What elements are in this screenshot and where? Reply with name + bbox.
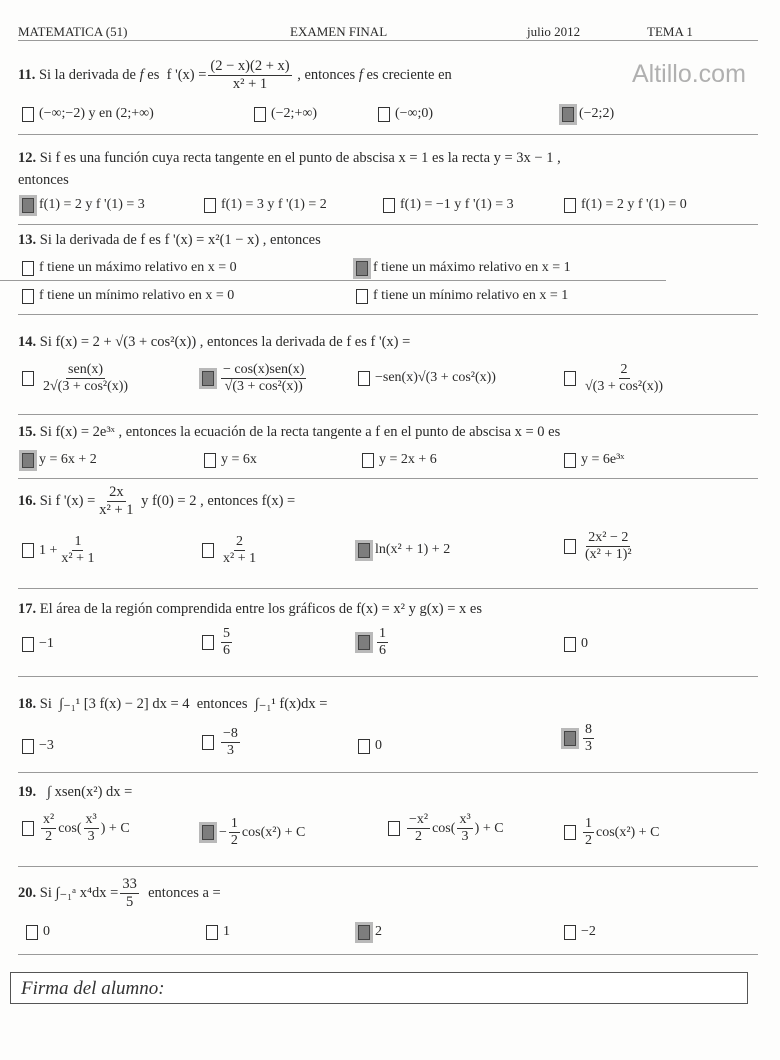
checkbox[interactable]: [564, 453, 576, 468]
q20-option-a[interactable]: 0: [26, 924, 50, 940]
signature-box[interactable]: [10, 972, 748, 1004]
checkbox[interactable]: [388, 821, 400, 836]
exam-date: julio 2012: [527, 24, 581, 39]
checkbox-selected[interactable]: [562, 107, 574, 122]
q16-option-d[interactable]: $\frac{\text{2x² − 2}}{\text{(x² + 1)²}}$: [564, 530, 636, 563]
checkbox[interactable]: [26, 925, 38, 940]
q16-option-c[interactable]: ln(x² + 1) + 2: [358, 542, 450, 558]
q15-option-a[interactable]: y = 6x + 2: [22, 452, 97, 468]
q20-option-b[interactable]: 1: [206, 924, 230, 940]
q13-option-a[interactable]: f tiene un máximo relativo en x = 0: [22, 260, 237, 276]
checkbox[interactable]: [22, 637, 34, 652]
checkbox[interactable]: [22, 261, 34, 276]
checkbox-selected[interactable]: [202, 371, 214, 386]
q14-option-d[interactable]: $\frac{2}{\text{√(3 + cos²(x))}}$: [564, 362, 667, 395]
divider: [18, 224, 758, 225]
q12-option-d[interactable]: f(1) = 2 y f '(1) = 0: [564, 197, 687, 213]
q16-option-b[interactable]: $\frac{2}{\text{x² + 1}}$: [202, 534, 260, 567]
checkbox[interactable]: [383, 198, 395, 213]
divider: [18, 676, 758, 677]
q18-option-d[interactable]: $\frac{8}{3}$: [564, 722, 596, 755]
checkbox[interactable]: [564, 539, 576, 554]
q13-option-b[interactable]: f tiene un máximo relativo en x = 1: [356, 260, 571, 276]
checkbox[interactable]: [356, 289, 368, 304]
q20-option-c[interactable]: 2: [358, 924, 382, 940]
exam-title: EXAMEN FINAL: [290, 24, 388, 39]
q12-option-b[interactable]: f(1) = 3 y f '(1) = 2: [204, 197, 327, 213]
q19-option-a[interactable]: $\frac{\text{x²}}{2}$ cos ( $\frac{\text{x³}}{3}$ ) + C: [22, 812, 130, 845]
header-divider: [18, 40, 758, 41]
checkbox[interactable]: [202, 543, 214, 558]
q11-option-c[interactable]: (−∞;0): [378, 106, 433, 122]
q18-option-b[interactable]: $\frac{-8}{3}$: [202, 726, 242, 759]
q17-option-a[interactable]: −1: [22, 636, 54, 652]
question-16: 16. Si f '(x) = $\frac{2x}{\text{x² + 1}}$ y f(0) = 2 , entonces f(x) =: [18, 484, 296, 518]
checkbox-selected[interactable]: [358, 543, 370, 558]
question-12-cont: entonces: [18, 172, 69, 188]
divider: [18, 414, 758, 415]
question-14: 14. Si f(x) = 2 + √(3 + cos²(x)) , entonces la derivada de f es f '(x) =: [18, 334, 411, 350]
q18-option-c[interactable]: 0: [358, 738, 382, 754]
q11-option-b[interactable]: (−2;+∞): [254, 106, 317, 122]
divider: [18, 478, 758, 479]
question-11: 11. Si la derivada de f es f '(x) = $\frac{(2 - x)(2 + x)}{\text{x² + 1}}$ , entonces f es creciente en: [18, 58, 452, 92]
q12-option-a[interactable]: f(1) = 2 y f '(1) = 3: [22, 197, 145, 213]
checkbox-selected[interactable]: [22, 453, 34, 468]
checkbox[interactable]: [564, 825, 576, 840]
q18-option-a[interactable]: −3: [22, 738, 54, 754]
checkbox[interactable]: [202, 735, 214, 750]
question-17: 17. El área de la región comprendida entre los gráficos de f(x) = x² y g(x) = x es: [18, 601, 482, 617]
checkbox[interactable]: [22, 543, 34, 558]
course-name: MATEMATICA (51): [18, 24, 128, 39]
checkbox[interactable]: [564, 198, 576, 213]
question-19: 19. ∫ xsen(x²) dx =: [18, 784, 133, 800]
checkbox[interactable]: [206, 925, 218, 940]
checkbox[interactable]: [22, 107, 34, 122]
checkbox[interactable]: [564, 371, 576, 386]
q11-option-d[interactable]: (−2;2): [562, 106, 614, 122]
checkbox-selected[interactable]: [358, 635, 370, 650]
q14-option-c[interactable]: −sen(x)√(3 + cos²(x)): [358, 370, 496, 386]
checkbox[interactable]: [22, 371, 34, 386]
checkbox[interactable]: [22, 739, 34, 754]
checkbox[interactable]: [378, 107, 390, 122]
watermark-logo: Altillo.com: [632, 60, 746, 88]
checkbox-selected[interactable]: [564, 731, 576, 746]
q19-option-b[interactable]: − $\frac{1}{2}$ cos(x²) + C: [202, 816, 305, 849]
q19-option-c[interactable]: $\frac{\text{−x²}}{2}$ cos ( $\frac{\text{x³}}{3}$ ) + C: [388, 812, 504, 845]
signature-label: Firma del alumno:: [21, 978, 165, 999]
q13-option-c[interactable]: f tiene un mínimo relativo en x = 0: [22, 288, 234, 304]
q15-option-c[interactable]: y = 2x + 6: [362, 452, 437, 468]
q12-option-c[interactable]: f(1) = −1 y f '(1) = 3: [383, 197, 514, 213]
question-20: 20. Si ∫₋₁ᵃ x⁴dx = $\frac{33}{5}$ entonces a =: [18, 876, 221, 910]
question-15: 15. Si f(x) = 2e³ˣ , entonces la ecuación de la recta tangente a f en el punto de abscisa x = 0 es: [18, 424, 561, 440]
checkbox[interactable]: [358, 371, 370, 386]
checkbox-selected[interactable]: [356, 261, 368, 276]
exam-topic: TEMA 1: [647, 24, 693, 39]
q17-option-c[interactable]: $\frac{1}{6}$: [358, 626, 390, 659]
divider: [18, 588, 758, 589]
checkbox-selected[interactable]: [202, 825, 214, 840]
q13-option-d[interactable]: f tiene un mínimo relativo en x = 1: [356, 288, 568, 304]
divider: [18, 866, 758, 867]
checkbox-selected[interactable]: [22, 198, 34, 213]
checkbox[interactable]: [22, 289, 34, 304]
q17-option-d[interactable]: 0: [564, 636, 588, 652]
checkbox[interactable]: [22, 821, 34, 836]
q15-option-b[interactable]: y = 6x: [204, 452, 257, 468]
divider: [0, 280, 666, 281]
question-12: 12. Si f es una función cuya recta tangente en el punto de abscisa x = 1 es la recta y = 3x − 1 ,: [18, 150, 561, 166]
checkbox[interactable]: [358, 739, 370, 754]
checkbox[interactable]: [204, 198, 216, 213]
q14-option-b[interactable]: $\frac{\text{− cos(x)sen(x)}}{\text{√(3 + cos²(x))}}$: [202, 362, 308, 395]
q15-option-d[interactable]: y = 6e³ˣ: [564, 452, 624, 468]
q16-option-a[interactable]: 1 + $\frac{1}{\text{x² + 1}}$: [22, 534, 99, 567]
q14-option-a[interactable]: $\frac{\text{sen(x)}}{\text{2√(3 + cos²(x))}}$: [22, 362, 132, 395]
checkbox[interactable]: [202, 635, 214, 650]
divider: [18, 134, 758, 135]
divider: [18, 314, 758, 315]
divider: [18, 772, 758, 773]
question-18: 18. Si ∫₋₁¹ [3 f(x) − 2] dx = 4 entonces ∫₋₁¹ f(x)dx =: [18, 696, 328, 712]
checkbox[interactable]: [564, 925, 576, 940]
divider: [18, 954, 758, 955]
checkbox[interactable]: [362, 453, 374, 468]
checkbox[interactable]: [564, 637, 576, 652]
q17-option-b[interactable]: $\frac{5}{6}$: [202, 626, 234, 659]
q19-option-d[interactable]: $\frac{1}{2}$ cos(x²) + C: [564, 816, 659, 849]
checkbox[interactable]: [204, 453, 216, 468]
checkbox[interactable]: [254, 107, 266, 122]
q11-option-a[interactable]: (−∞;−2) y en (2;+∞): [22, 106, 154, 122]
question-13: 13. Si la derivada de f es f '(x) = x²(1 − x) , entonces: [18, 232, 321, 248]
q20-option-d[interactable]: −2: [564, 924, 596, 940]
checkbox-selected[interactable]: [358, 925, 370, 940]
